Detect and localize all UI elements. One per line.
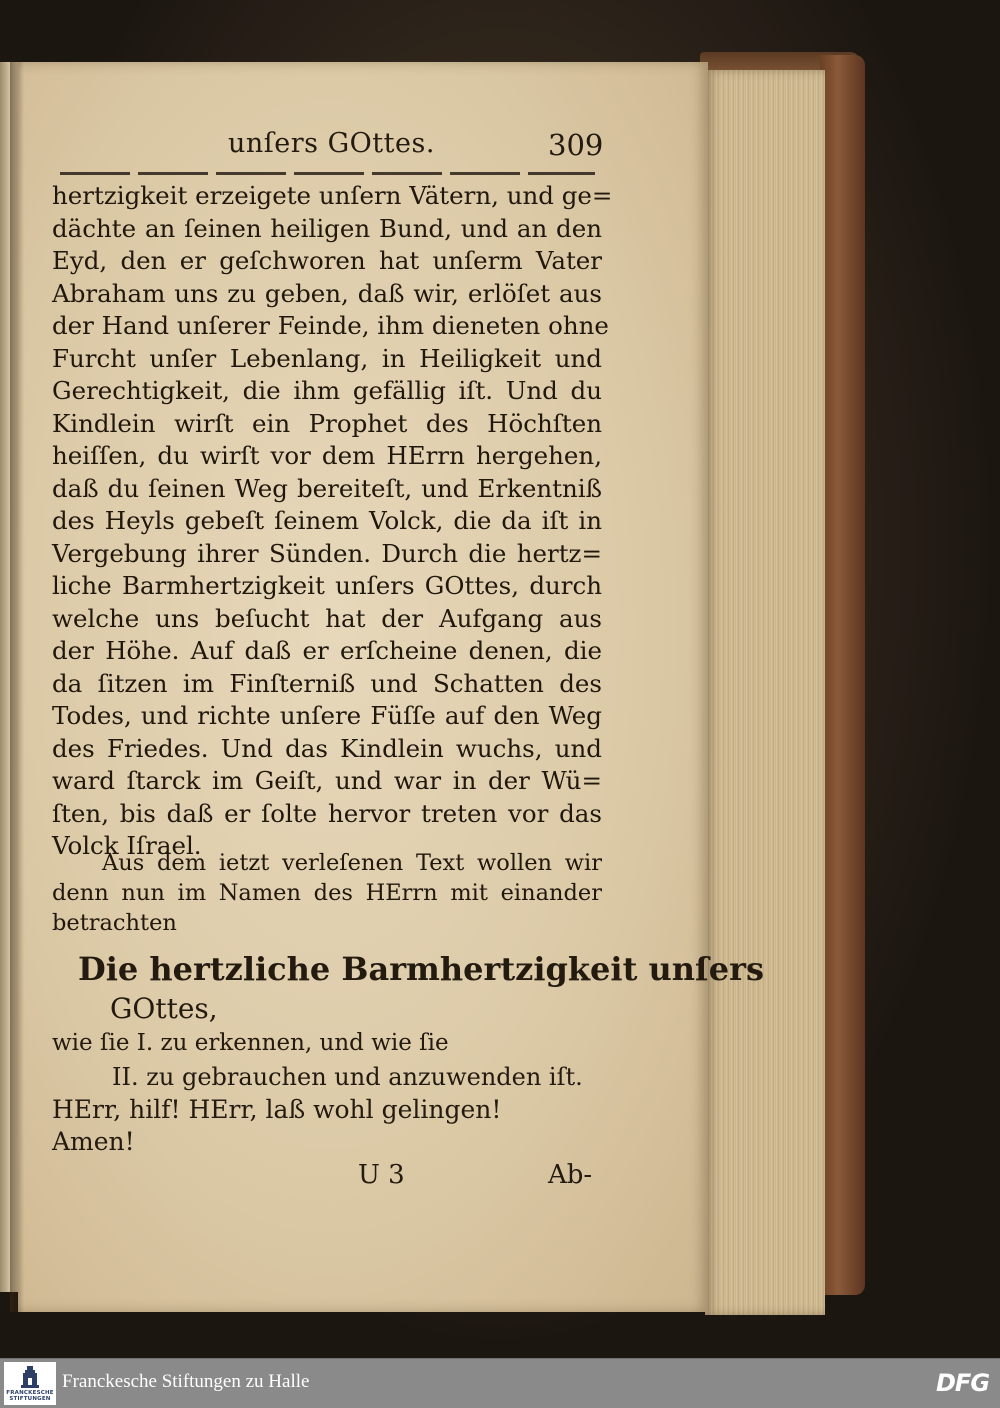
viewer-footer	[0, 1358, 1000, 1408]
text-line: betrachten	[52, 910, 177, 936]
text-line: Todes, und richte unſere Füſſe auf den Weg	[52, 701, 602, 730]
text-line: der Höhe. Auf daß er erſcheine denen, die	[52, 636, 602, 665]
text-line: der Hand unſerer Feinde, ihm dieneten ohne	[52, 311, 609, 340]
building-icon	[21, 1366, 39, 1388]
text-line: ſten, bis daß er ſolte hervor treten vor das	[52, 798, 602, 828]
text-line: denn nun im Namen des HErrn mit einander	[52, 880, 602, 906]
book-cover	[820, 55, 865, 1295]
text-line: da ſitzen im Finſterniß und Schatten des	[52, 668, 602, 698]
prayer-line: HErr, hilf! HErr, laß wohl gelingen!	[52, 1095, 502, 1124]
text-line: Aus dem ietzt verleſenen Text wollen wir	[102, 850, 602, 876]
logo-text: FRANCKESCHE STIFTUNGEN	[6, 1390, 54, 1402]
intro-paragraph	[52, 848, 602, 938]
page-edges	[705, 70, 825, 1315]
signature-mark: U 3	[358, 1160, 405, 1190]
amen-line: Amen!	[52, 1127, 135, 1156]
text-line: Furcht unſer Lebenlang, in Heiligkeit und	[52, 343, 602, 373]
text-line: ward ſtarck im Geiſt, und war in der Wü=	[52, 766, 602, 795]
running-head: unſers GOttes.	[228, 128, 435, 159]
text-line: Gerechtigkeit, die ihm gefällig iſt. Und du	[52, 376, 602, 405]
division-line-1: wie ſie I. zu erkennen, und wie ſie	[52, 1030, 449, 1056]
franckesche-stiftungen-logo[interactable]	[4, 1362, 56, 1405]
head-rule	[60, 172, 595, 175]
dfg-logo[interactable]: DFG	[936, 1369, 990, 1397]
institution-name[interactable]: Franckesche Stiftungen zu Halle	[62, 1371, 310, 1392]
text-line: welche uns beſucht hat der Aufgang aus	[52, 603, 602, 633]
sermon-title-continued: GOttes,	[110, 992, 218, 1025]
text-line: des Friedes. Und das Kindlein wuchs, und	[52, 733, 602, 763]
text-line: dächte an ſeinen heiligen Bund, und an den	[52, 213, 602, 243]
sermon-title: Die hertzliche Barmhertzigkeit unſers	[78, 950, 765, 988]
division-line-2: II. zu gebrauchen und anzuwenden iſt.	[112, 1063, 583, 1091]
page-number: 309	[548, 128, 604, 162]
text-line: des Heyls gebeſt ſeinem Volck, die da iſt in	[52, 506, 602, 535]
text-line: daß du ſeinen Weg bereiteſt, und Erkentniß	[52, 473, 602, 503]
text-line: Eyd, den er geſchworen hat unſerm Vater	[52, 246, 602, 275]
catchword: Ab-	[548, 1160, 593, 1190]
text-line: Abraham uns zu geben, daß wir, erlöſet aus	[52, 278, 602, 308]
text-line: Kindlein wirſt ein Prophet des Höchſten	[52, 408, 602, 438]
text-line: hertzigkeit erzeigete unſern Vätern, und ge=	[52, 181, 613, 210]
text-line: Vergebung ihrer Sünden. Durch die hertz=	[52, 538, 602, 568]
text-line: Volck Iſrael.	[52, 831, 202, 860]
text-line: heiſſen, du wirſt vor dem HErrn hergehen,	[52, 441, 602, 470]
scripture-text	[52, 180, 613, 863]
text-line: liche Barmhertzigkeit unſers GOttes, durch	[52, 571, 602, 600]
page-gutter	[10, 62, 24, 1312]
